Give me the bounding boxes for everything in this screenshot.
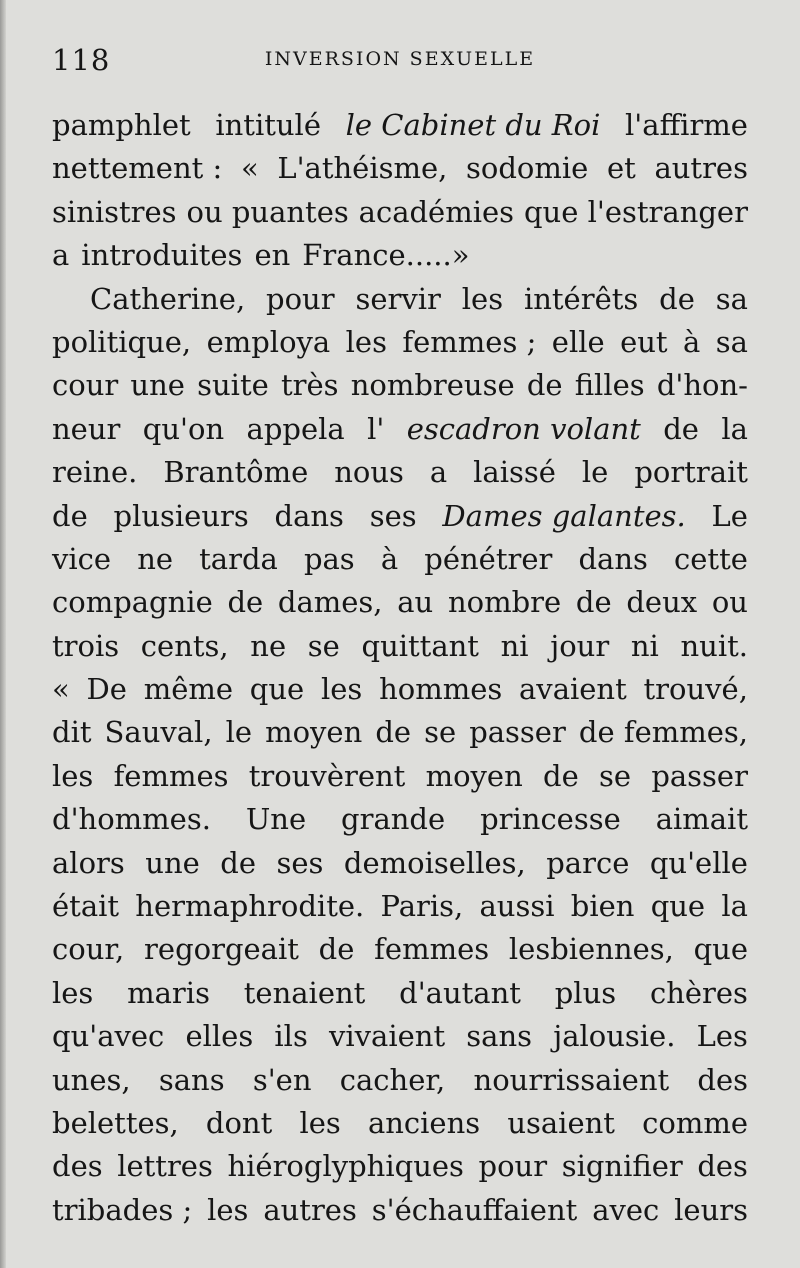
text-word: le <box>581 455 609 490</box>
text-line <box>52 972 748 1015</box>
text-line <box>52 1015 748 1058</box>
text-word: Brantôme <box>163 455 309 490</box>
text-line <box>52 625 748 668</box>
text-word: ne <box>250 628 287 663</box>
text-word: s'en <box>252 1062 312 1097</box>
text-line <box>52 234 748 277</box>
text-word: femmes <box>374 932 490 967</box>
text-word: de <box>526 368 563 403</box>
text-word: Sauval, <box>104 715 213 750</box>
text-line <box>52 451 748 494</box>
text-line <box>52 798 748 841</box>
text-word: l' <box>367 411 385 446</box>
text-word: que <box>650 889 706 924</box>
text-word: hermaphrodite. <box>135 889 365 924</box>
text-word: parce <box>546 845 630 880</box>
text-word: ni <box>500 628 529 663</box>
text-word: Une <box>245 802 307 837</box>
text-word: ne <box>137 541 174 576</box>
text-word: la <box>721 889 748 924</box>
text-word: filles <box>574 368 645 403</box>
text-word: moyen <box>425 758 523 793</box>
text-word: demoiselles, <box>343 845 526 880</box>
text-word: a <box>429 455 448 490</box>
text-word: les <box>461 281 504 316</box>
text-word: vivaient <box>329 1019 446 1054</box>
text-word: les <box>52 758 94 793</box>
text-word: trouvé, <box>643 672 748 707</box>
text-word: de <box>659 281 695 316</box>
text-word: dans <box>578 541 648 576</box>
text-word: à <box>683 324 701 359</box>
text-line <box>52 408 748 451</box>
text-word: sinistres <box>52 194 177 229</box>
text-word: passer <box>469 715 566 750</box>
text-word: cette <box>674 541 748 576</box>
text-word: princesse <box>480 802 621 837</box>
text-word: avaient <box>519 672 627 707</box>
text-word: hommes <box>379 672 503 707</box>
text-word: de <box>543 758 579 793</box>
text-line <box>52 755 748 798</box>
text-word: se <box>599 758 632 793</box>
text-word: ou puantes <box>186 194 349 229</box>
text-word: sans <box>158 1062 225 1097</box>
text-word: ni <box>630 628 659 663</box>
text-word: jalousie. <box>553 1019 676 1054</box>
text-word: L'athéisme, <box>277 151 448 186</box>
text-line <box>52 928 748 971</box>
text-word: appela <box>246 411 345 446</box>
text-word: politique, <box>52 324 192 359</box>
text-line <box>52 364 748 407</box>
text-word: même <box>143 672 234 707</box>
text-word: dont <box>205 1105 273 1140</box>
text-word: au <box>397 585 434 620</box>
text-word: leurs <box>674 1192 748 1227</box>
text-word: académies <box>358 194 515 229</box>
text-word: suite <box>197 368 269 403</box>
text-word: Les <box>696 1019 748 1054</box>
text-line <box>52 321 748 364</box>
text-word: les <box>52 975 94 1010</box>
text-word: femmes <box>113 758 229 793</box>
text-line <box>52 538 748 581</box>
text-word: autres <box>654 151 748 186</box>
text-word: dames, <box>277 585 383 620</box>
text-word: France.....» <box>302 238 470 273</box>
text-word: que l'estranger <box>523 194 748 229</box>
text-word: cents, <box>140 628 229 663</box>
text-line <box>52 1102 748 1145</box>
text-word: vice <box>52 541 112 576</box>
text-word: sans <box>466 1019 533 1054</box>
text-word: des <box>697 1149 748 1184</box>
text-word: sodomie <box>466 151 589 186</box>
text-word: à <box>380 541 399 576</box>
text-word: le <box>225 715 253 750</box>
text-word: trois <box>52 628 120 663</box>
text-word: « <box>52 672 70 707</box>
text-line <box>52 1145 748 1188</box>
text-word: quittant <box>361 628 479 663</box>
text-word: de <box>220 845 257 880</box>
text-word: De <box>86 672 127 707</box>
text-word: laissé <box>473 455 556 490</box>
text-word: Le <box>711 498 748 533</box>
text-word: deux <box>626 585 698 620</box>
text-word: grande <box>341 802 446 837</box>
text-word: avec <box>592 1192 660 1227</box>
text-word: d'autant <box>399 975 521 1010</box>
text-word: se <box>307 628 340 663</box>
text-word: que <box>693 932 748 967</box>
text-word: cacher, <box>339 1062 446 1097</box>
text-word: de <box>227 585 264 620</box>
text-word: signifier <box>561 1149 683 1184</box>
text-word: autres <box>263 1192 357 1227</box>
text-word: Catherine, <box>90 281 246 316</box>
text-word: belettes, <box>52 1105 179 1140</box>
text-line <box>52 495 748 538</box>
text-word: ses <box>369 498 417 533</box>
text-word: intérêts <box>523 281 639 316</box>
text-line <box>52 1189 748 1232</box>
text-word: regorgeait <box>144 932 299 967</box>
text-word: moyen <box>265 715 363 750</box>
page-header <box>52 40 748 80</box>
text-word: une <box>130 368 185 403</box>
text-word: hiéroglyphiques <box>227 1149 464 1184</box>
text-word: des <box>697 1062 748 1097</box>
page-number: 118 <box>52 43 111 77</box>
text-word: usaient <box>507 1105 615 1140</box>
text-word: de <box>575 585 612 620</box>
text-word: pénétrer <box>424 541 553 576</box>
text-word: pas <box>303 541 355 576</box>
text-word: bien <box>570 889 635 924</box>
text-word: ses <box>276 845 324 880</box>
text-word: nombre <box>447 585 562 620</box>
text-word: très <box>280 368 339 403</box>
text-word: l'affirme <box>625 108 748 142</box>
text-word: dans <box>274 498 344 533</box>
text-word: aussi <box>479 889 555 924</box>
text-word: le Cabinet du Roi <box>345 108 601 142</box>
text-word: nombreuse <box>350 368 515 403</box>
text-word: reine. <box>52 455 138 490</box>
text-line <box>52 581 748 624</box>
text-word: Paris, <box>380 889 464 924</box>
text-word: escadron volant <box>406 411 641 446</box>
text-word: que <box>249 672 305 707</box>
text-word: qu'elle <box>649 845 748 880</box>
text-word: portrait <box>634 455 748 490</box>
text-word: elle <box>551 324 605 359</box>
text-word: aimait <box>655 802 748 837</box>
text-word: tribades ; <box>52 1192 193 1227</box>
text-word: d'hon- <box>656 368 748 403</box>
text-word: des <box>52 1149 103 1184</box>
text-word: unes, <box>52 1062 131 1097</box>
text-line <box>52 147 748 190</box>
text-word: nettement : <box>52 151 223 186</box>
text-word: d'hommes. <box>52 802 211 837</box>
text-word: était <box>52 889 120 924</box>
text-word: introduites <box>81 238 243 273</box>
text-word: elles <box>185 1019 254 1054</box>
body-text <box>52 104 748 1232</box>
text-word: de <box>318 932 355 967</box>
text-word: jour <box>550 628 610 663</box>
text-word: de femmes, <box>578 715 748 750</box>
text-line <box>52 278 748 321</box>
text-word: en <box>254 238 291 273</box>
text-word: intitulé <box>215 108 321 142</box>
text-word: nourrissaient <box>473 1062 670 1097</box>
text-word: cour <box>52 368 119 403</box>
text-word: les <box>299 1105 341 1140</box>
text-word: a <box>52 238 70 273</box>
text-word: femmes ; <box>402 324 537 359</box>
text-word: nuit. <box>680 628 748 663</box>
page-spine-shadow <box>0 0 6 1268</box>
text-word: qu'on <box>142 411 225 446</box>
text-word: les <box>207 1192 249 1227</box>
text-word: pour <box>266 281 335 316</box>
text-word: maris <box>127 975 210 1010</box>
text-word: plusieurs <box>113 498 249 533</box>
text-word: eut <box>620 324 668 359</box>
text-word: tenaient <box>243 975 366 1010</box>
text-word: trouvèrent <box>248 758 406 793</box>
text-word: de <box>52 498 88 533</box>
text-word: lettres <box>117 1149 213 1184</box>
text-line <box>52 191 748 234</box>
text-word: ils <box>274 1019 308 1054</box>
running-title: INVERSION SEXUELLE <box>264 48 536 70</box>
text-word: lesbiennes, <box>508 932 674 967</box>
text-word: chères <box>649 975 748 1010</box>
text-word: anciens <box>367 1105 481 1140</box>
text-word: Dames galantes. <box>442 498 686 533</box>
text-word: s'échauffaient <box>371 1192 578 1227</box>
text-word: les <box>345 324 387 359</box>
text-word: sa <box>715 281 748 316</box>
text-word: qu'avec <box>52 1019 165 1054</box>
text-line <box>52 885 748 928</box>
text-word: employa <box>206 324 331 359</box>
text-word: et <box>606 151 636 186</box>
text-word: dit <box>52 715 92 750</box>
text-line <box>52 1059 748 1102</box>
text-word: compagnie <box>52 585 213 620</box>
text-word: les <box>320 672 363 707</box>
text-line <box>52 711 748 754</box>
text-word: une <box>145 845 200 880</box>
text-word: comme <box>642 1105 748 1140</box>
text-word: servir <box>355 281 441 316</box>
text-word: sa <box>715 324 748 359</box>
text-word: alors <box>52 845 125 880</box>
text-word: passer <box>651 758 748 793</box>
text-line <box>52 842 748 885</box>
text-word: de <box>375 715 412 750</box>
text-word: se <box>424 715 457 750</box>
text-word: tarda <box>199 541 278 576</box>
text-word: la <box>721 411 748 446</box>
text-word: ou <box>711 585 748 620</box>
text-word: cour, <box>52 932 125 967</box>
text-word: pamphlet <box>52 108 191 142</box>
text-word: pour <box>478 1149 548 1184</box>
text-word: « <box>240 151 259 186</box>
text-word: plus <box>554 975 617 1010</box>
text-line <box>52 668 748 711</box>
text-word: de <box>663 411 699 446</box>
text-word: neur <box>52 411 121 446</box>
text-line <box>52 104 748 147</box>
text-word: nous <box>334 455 404 490</box>
